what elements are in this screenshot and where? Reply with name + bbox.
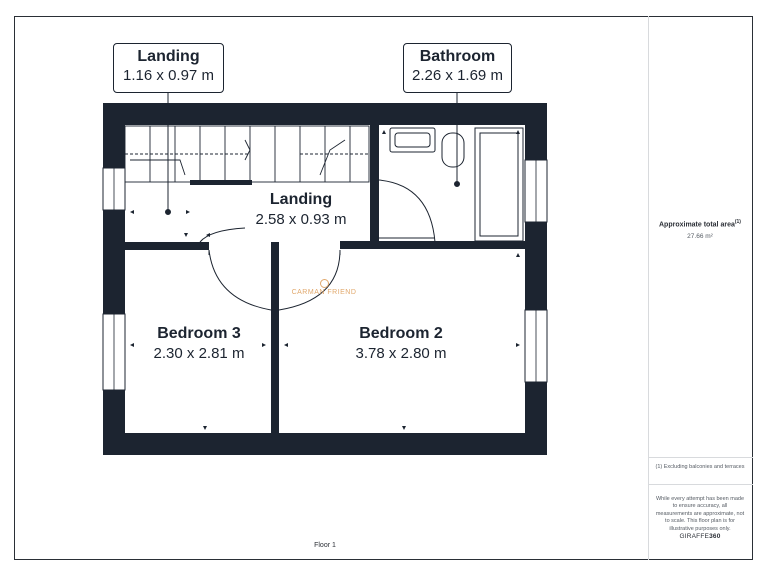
landing-small-callout	[113, 43, 224, 93]
area-title-text: Approximate total area	[659, 221, 735, 229]
bedroom3-label	[134, 324, 264, 364]
brand-prefix: GIRAFFE	[679, 533, 710, 540]
side-divider-1	[648, 457, 753, 458]
brand-number: 360	[709, 533, 721, 540]
bathroom-name: Bathroom	[419, 48, 496, 65]
landing-small-name: Landing	[137, 48, 200, 65]
disclaimer: While every attempt has been made to ensure accuracy, all measurements are approximate, not to scale. This floor plan is for illustrative purposes only.	[655, 496, 745, 532]
bedroom3-dimensions: 2.30 x 2.81 m	[153, 345, 245, 362]
landing-small-dimensions: 1.16 x 0.97 m	[123, 67, 214, 84]
area-note-marker: (1)	[734, 219, 741, 225]
area-footnote: (1) Excluding balconies and terraces	[655, 464, 745, 470]
watermark-logo-icon	[320, 279, 329, 288]
bedroom2-name: Bedroom 2	[359, 325, 443, 342]
bedroom2-label	[336, 324, 466, 364]
landing-main-name: Landing	[269, 191, 333, 208]
bedroom2-dimensions: 3.78 x 2.80 m	[355, 345, 447, 362]
area-value: 27.66 m²	[687, 233, 713, 240]
bedroom3-name: Bedroom 3	[157, 325, 241, 342]
agent-watermark	[286, 279, 362, 296]
floor-label: Floor 1	[314, 542, 336, 549]
bathroom-callout	[403, 43, 512, 93]
area-title	[652, 219, 748, 228]
side-divider-2	[648, 484, 753, 485]
landing-main-label	[236, 190, 366, 230]
bathroom-dimensions: 2.26 x 1.69 m	[412, 67, 503, 84]
brand-logo	[652, 533, 748, 540]
staircase	[125, 126, 369, 182]
landing-main-dimensions: 2.58 x 0.93 m	[255, 211, 347, 228]
watermark-text: CARMAN FRIEND	[291, 289, 357, 296]
